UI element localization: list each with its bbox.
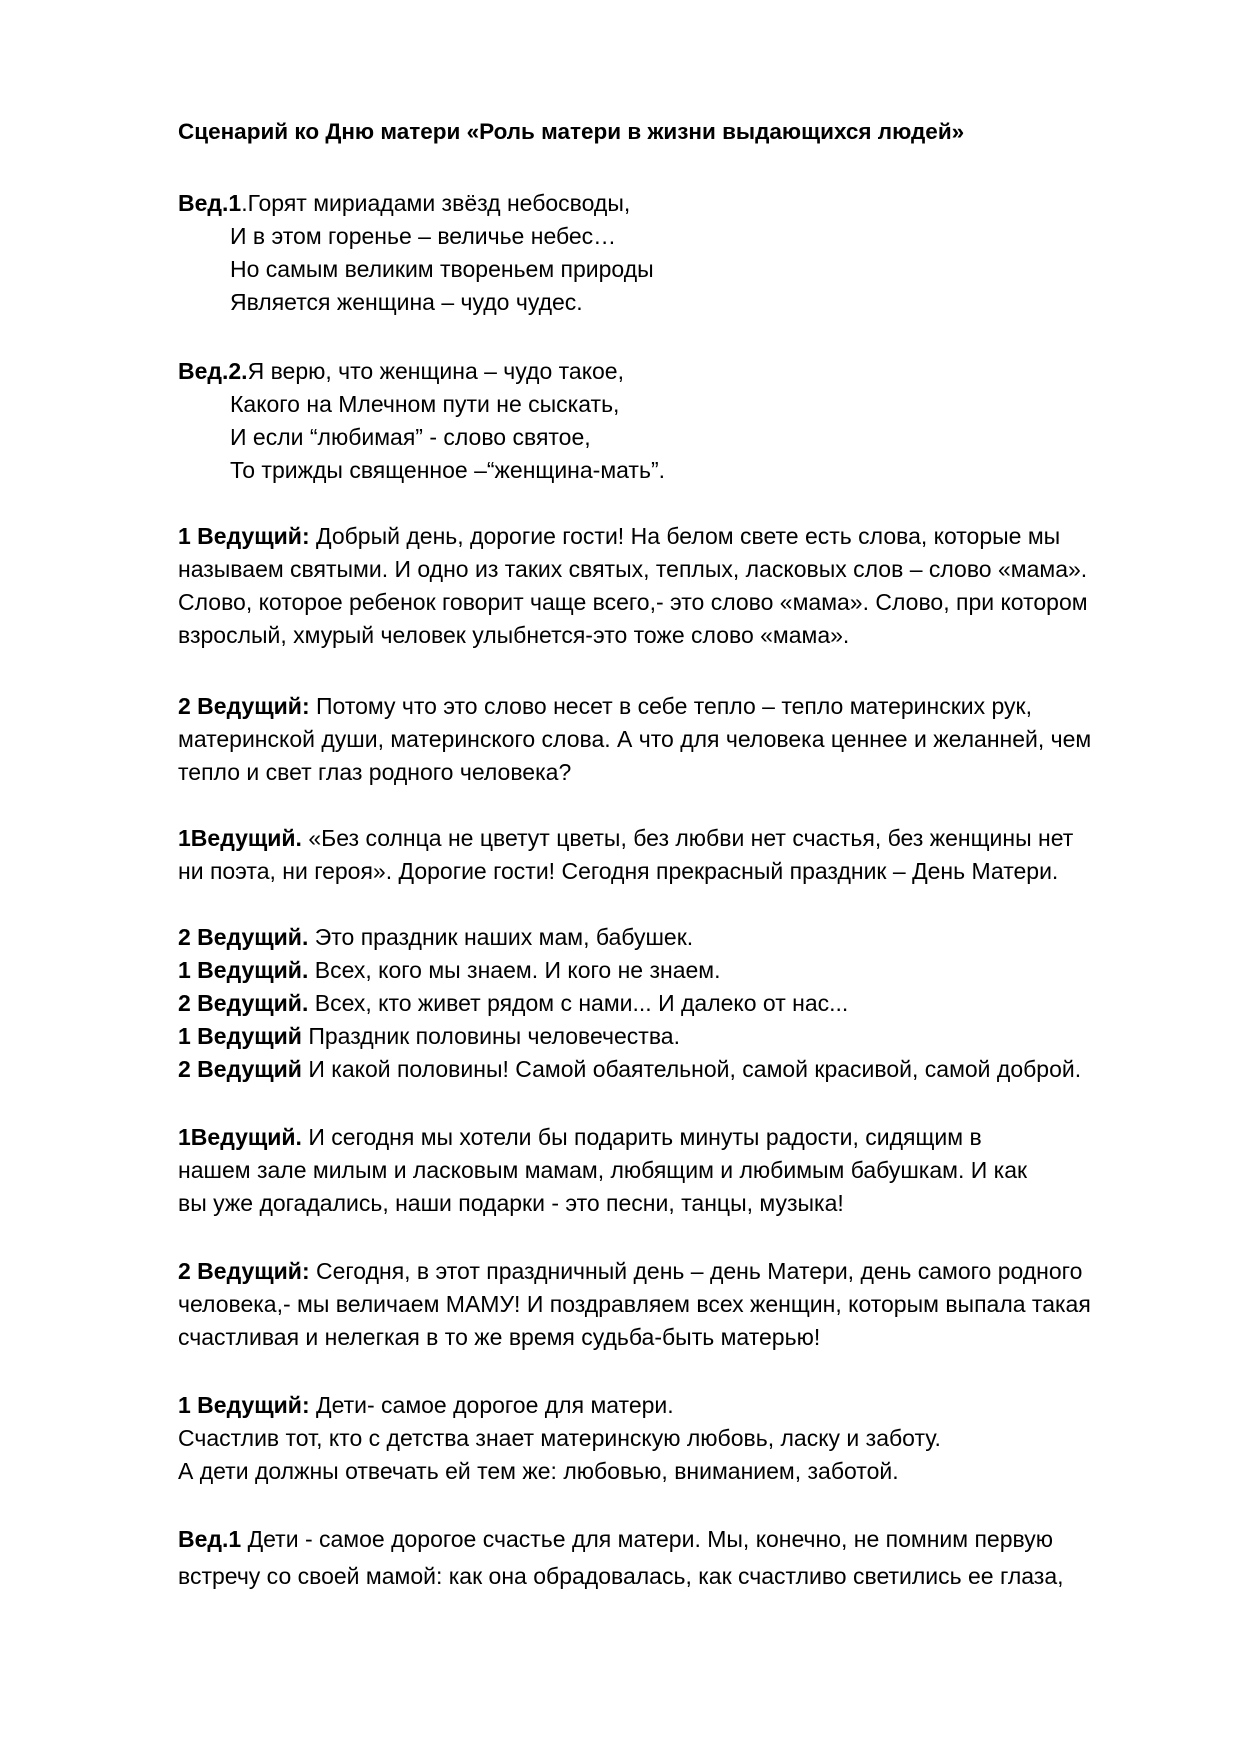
line-text: ни поэта, ни героя». Дорогие гости! Сегодня прекрасный праздник – День Матери.: [178, 858, 1059, 884]
script-line: [178, 690, 1032, 723]
script-line: [178, 1121, 982, 1154]
speaker-label: 1 Ведущий: [178, 1023, 302, 1049]
line-text: И сегодня мы хотели бы подарить минуты радости, сидящим в: [301, 1124, 982, 1150]
script-line: [178, 553, 1087, 586]
script-line: [178, 187, 630, 220]
line-text: Дети - самое дорогое счастье для матери. Мы, конечно, не помним первую: [241, 1526, 1053, 1552]
script-line: [230, 220, 616, 253]
line-text: Счастлив тот, кто с детства знает материнскую любовь, ласку и заботу.: [178, 1425, 941, 1451]
script-line: [178, 1187, 844, 1220]
script-line: [230, 421, 591, 454]
script-line: [178, 1422, 941, 1455]
speaker-label: Вед.1: [178, 1526, 242, 1552]
line-text: материнской души, материнского слова. А что для человека ценнее и желанней, чем: [178, 726, 1092, 752]
line-text: Всех, кого мы знаем. И кого не знаем.: [308, 957, 721, 983]
line-text: Праздник половины человечества.: [301, 1023, 680, 1049]
script-line: [178, 1389, 674, 1422]
script-line: [178, 987, 848, 1020]
line-text: взрослый, хмурый человек улыбнется-это тоже слово «мама».: [178, 622, 850, 648]
script-line: [178, 756, 571, 789]
speaker-label: 1Ведущий.: [178, 1124, 302, 1150]
line-text: Слово, которое ребенок говорит чаще всего,- это слово «мама». Слово, при котором: [178, 589, 1088, 615]
line-text: Дети- самое дорогое для матери.: [309, 1392, 674, 1418]
speaker-label: 1 Ведущий:: [178, 523, 310, 549]
line-text: Является женщина – чудо чудес.: [230, 289, 583, 315]
script-line: [178, 1455, 899, 1488]
speaker-label: 1 Ведущий:: [178, 1392, 310, 1418]
line-text: счастливая и нелегкая в то же время судьба-быть матерью!: [178, 1324, 821, 1350]
speaker-label: 2 Ведущий:: [178, 1258, 310, 1284]
script-line: [178, 1288, 1091, 1321]
line-text: Всех, кто живет рядом с нами... И далеко от нас...: [308, 990, 849, 1016]
script-line: [178, 1321, 820, 1354]
line-text: «Без солнца не цветут цветы, без любви нет счастья, без женщины нет: [301, 825, 1074, 851]
script-line: [178, 822, 1073, 855]
script-line: [178, 520, 1060, 553]
script-line: [230, 454, 665, 487]
speaker-label: Вед.2.: [178, 358, 248, 384]
document-title: Сценарий ко Дню матери «Роль матери в жизни выдающихся людей»: [178, 119, 965, 144]
speaker-label: 1 Ведущий.: [178, 957, 309, 983]
line-text: Но самым великим твореньем природы: [230, 256, 654, 282]
line-text: И в этом горенье – величье небес…: [230, 223, 617, 249]
line-text: встречу со своей мамой: как она обрадовалась, как счастливо светились ее глаза,: [178, 1563, 1064, 1589]
script-line: [178, 586, 1088, 619]
script-line: [178, 1560, 1064, 1593]
line-text: .Горят мириадами звёзд небосводы,: [241, 190, 631, 216]
script-line: [178, 855, 1058, 888]
line-text: Это праздник наших мам, бабушек.: [308, 924, 694, 950]
line-text: нашем зале милым и ласковым мамам, любящим и любимым бабушкам. И как: [178, 1157, 1028, 1183]
line-text: человека,- мы величаем МАМУ! И поздравляем всех женщин, которым выпала такая: [178, 1291, 1091, 1317]
script-line: [178, 355, 624, 388]
speaker-label: 2 Ведущий.: [178, 990, 309, 1016]
line-text: Потому что это слово несет в себе тепло – тепло материнских рук,: [309, 693, 1033, 719]
line-text: Добрый день, дорогие гости! На белом свете есть слова, которые мы: [309, 523, 1061, 549]
line-text: Какого на Млечном пути не сыскать,: [230, 391, 620, 417]
line-text: Я верю, что женщина – чудо такое,: [247, 358, 624, 384]
script-line: [178, 921, 693, 954]
line-text: И если “любимая” - слово святое,: [230, 424, 591, 450]
speaker-label: 2 Ведущий:: [178, 693, 310, 719]
script-line: [178, 1255, 1082, 1288]
script-line: [178, 1020, 680, 1053]
speaker-label: Вед.1: [178, 190, 242, 216]
script-line: [178, 954, 721, 987]
script-line: [178, 1523, 1053, 1556]
line-text: называем святыми. И одно из таких святых, теплых, ласковых слов – слово «мама».: [178, 556, 1088, 582]
script-line: [178, 619, 849, 652]
script-line: [178, 723, 1091, 756]
line-text: Сегодня, в этот праздничный день – день Матери, день самого родного: [309, 1258, 1083, 1284]
line-text: вы уже догадались, наши подарки - это песни, танцы, музыка!: [178, 1190, 844, 1216]
script-line: [178, 1053, 1081, 1086]
line-text: тепло и свет глаз родного человека?: [178, 759, 572, 785]
script-line: [230, 253, 654, 286]
script-line: [230, 388, 619, 421]
line-text: И какой половины! Самой обаятельной, самой красивой, самой доброй.: [301, 1056, 1082, 1082]
line-text: То трижды священное –“женщина-мать”.: [230, 457, 666, 483]
script-line: [178, 1154, 1027, 1187]
script-line: [230, 286, 583, 319]
speaker-label: 1Ведущий.: [178, 825, 302, 851]
speaker-label: 2 Ведущий.: [178, 924, 309, 950]
line-text: А дети должны отвечать ей тем же: любовью, вниманием, заботой.: [178, 1458, 899, 1484]
speaker-label: 2 Ведущий: [178, 1056, 302, 1082]
